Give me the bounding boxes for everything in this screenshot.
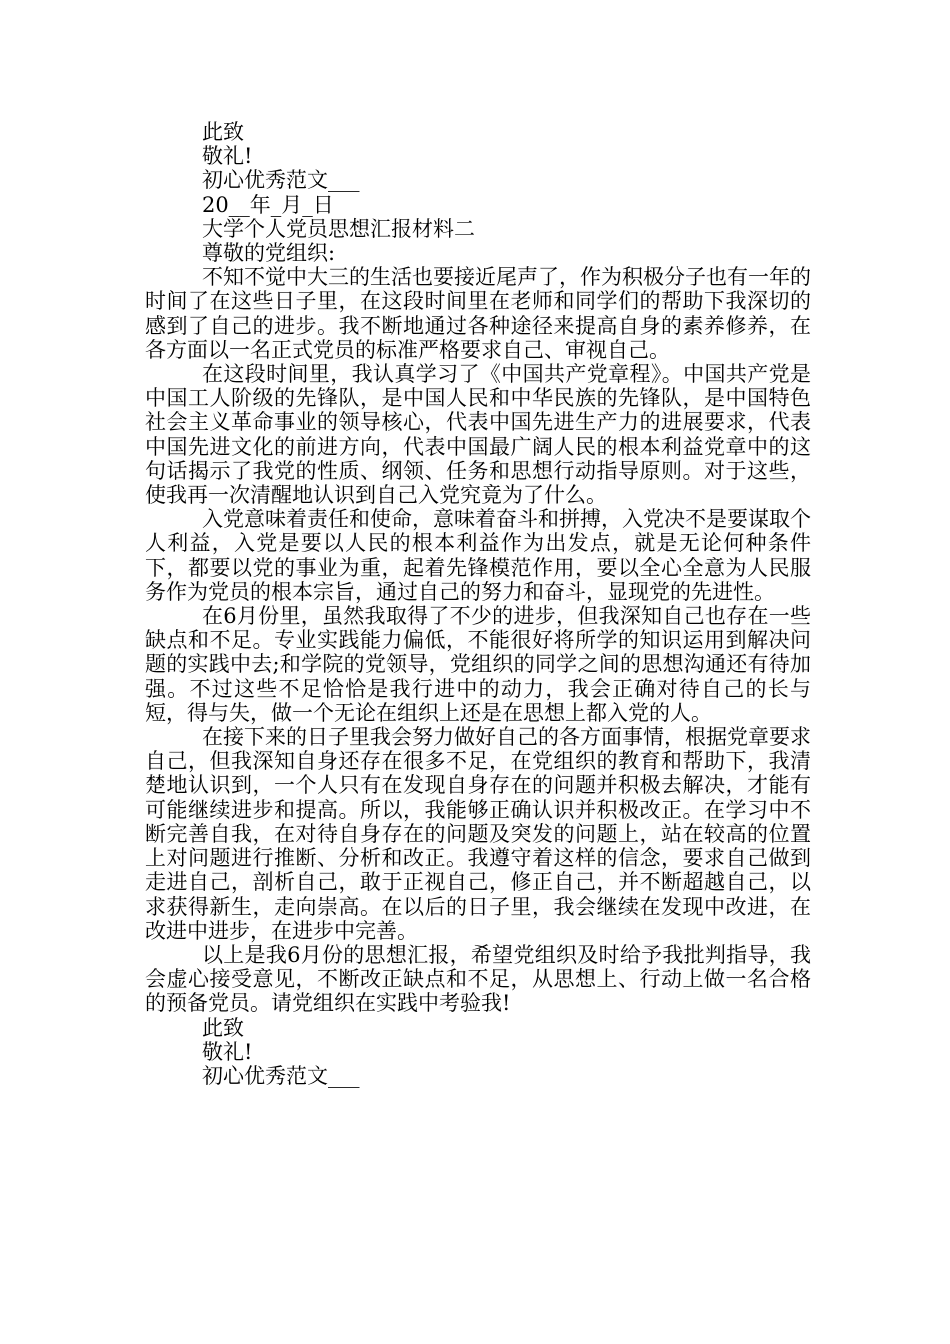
paragraph: 在6月份里，虽然我取得了不少的进步，但我深知自己也存在一些缺点和不足。专业实践能力偏低，不能很好将所学的知识运用到解决问题的实践中去;和学院的党领导，党组织的同学之间的思想沟通还有待加强。不过这些不足恰恰是我行进中的动力，我会正确对待自己的长与短，得与失，做一个无论在组织上还是在思想上都入党的人。 (145, 604, 811, 725)
closing-regards: 敬礼! (202, 144, 253, 169)
document-title: 大学个人党员思想汇报材料二 (202, 216, 475, 241)
document-page (145, 120, 811, 1088)
closing-signature-bottom: 初心优秀范文___ (202, 1063, 360, 1088)
closing-regards-bottom: 敬礼! (202, 1039, 253, 1064)
closing-salutation: 此致 (202, 120, 244, 144)
closing-signature: 初心优秀范文___ (202, 168, 360, 193)
paragraph: 不知不觉中大三的生活也要接近尾声了，作为积极分子也有一年的时间了在这些日子里，在这段时间里在老师和同学们的帮助下我深切的感到了自己的进步。我不断地通过各种途径来提高自身的素养修养，在各方面以一名正式党员的标准严格要求自己、审视自己。 (145, 265, 811, 362)
greeting: 尊敬的党组织: (202, 241, 336, 266)
closing-date: 20__年_月_日 (202, 192, 334, 217)
paragraph: 在接下来的日子里我会努力做好自己的各方面事情，根据党章要求自己，但我深知自身还存在很多不足，在党组织的教育和帮助下，我清楚地认识到，一个人只有在发现自身存在的问题并积极去解决，才能有可能继续进步和提高。所以，我能够正确认识并积极改正。在学习中不断完善自我，在对待自身存在的问题及突发的问题上，站在较高的位置上对问题进行推断、分析和改正。我遵守着这样的信念，要求自己做到走进自己，剖析自己，敢于正视自己，修正自己，并不断超越自己，以求获得新生，走向崇高。在以后的日子里，我会继续在发现中改进，在改进中进步，在进步中完善。 (145, 725, 811, 943)
paragraph: 在这段时间里，我认真学习了《中国共产党章程》。中国共产党是中国工人阶级的先锋队，是中国人民和中华民族的先锋队，是中国特色社会主义革命事业的领导核心，代表中国先进生产力的进展要求，代表中国先进文化的前进方向，代表中国最广阔人民的根本利益党章中的这句话揭示了我党的性质、纲领、任务和思想行动指导原则。对于这些，使我再一次清醒地认识到自己入党究竟为了什么。 (145, 362, 811, 508)
closing-salutation-bottom: 此致 (202, 1015, 244, 1040)
paragraph: 以上是我6月份的思想汇报，希望党组织及时给予我批判指导，我会虚心接受意见，不断改正缺点和不足，从思想上、行动上做一名合格的预备党员。请党组织在实践中考验我! (145, 942, 811, 1016)
paragraph: 入党意味着责任和使命，意味着奋斗和拼搏，入党决不是要谋取个人利益，入党是要以人民的根本利益作为出发点，就是无论何种条件下，都要以党的事业为重，起着先锋模范作用，要以全心全意为人民服务作为党员的根本宗旨，通过自己的努力和奋斗，显现党的先进性。 (145, 507, 811, 604)
